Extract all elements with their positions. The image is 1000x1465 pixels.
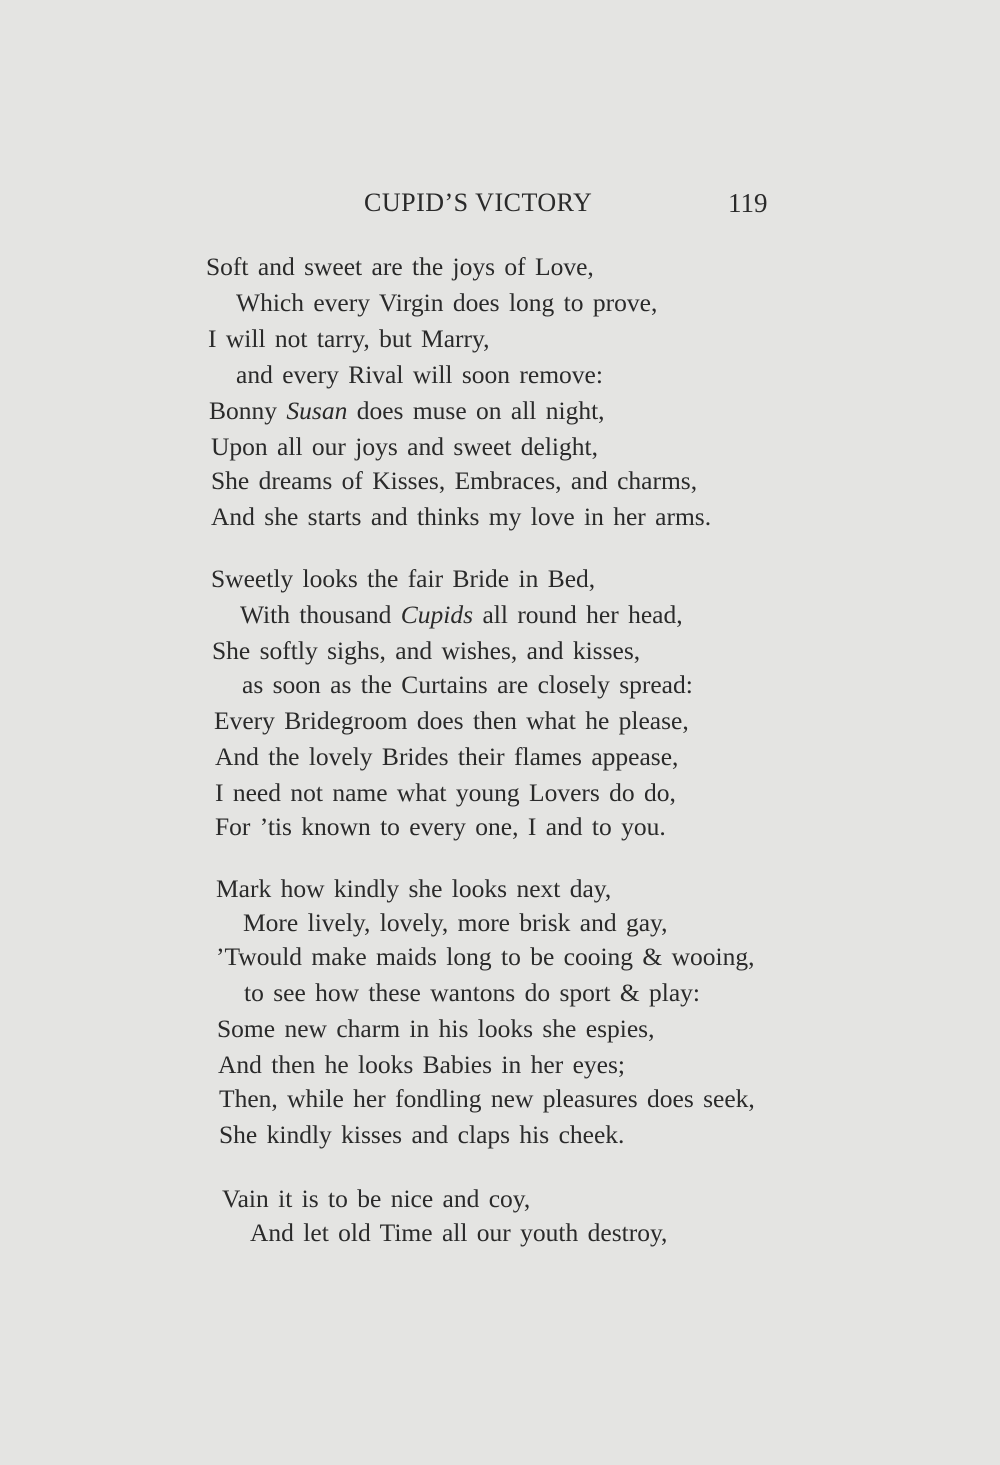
poem-line: And let old Time all our youth destroy, bbox=[250, 1218, 668, 1247]
poem-line: Which every Virgin does long to prove, bbox=[236, 288, 658, 317]
poem-line: And she starts and thinks my love in her arms. bbox=[211, 502, 712, 531]
poem-line: as soon as the Curtains are closely spread: bbox=[242, 670, 693, 699]
page-number: 119 bbox=[728, 188, 768, 218]
italic-name: Cupids bbox=[400, 600, 474, 629]
poem-line: Bonny Susan does muse on all night, bbox=[209, 396, 605, 425]
poem-line: More lively, lovely, more brisk and gay, bbox=[243, 908, 668, 937]
poem-line: I will not tarry, but Marry, bbox=[208, 324, 490, 353]
poem-line: And then he looks Babies in her eyes; bbox=[218, 1050, 625, 1079]
poem-line: Every Bridegroom does then what he please, bbox=[214, 706, 689, 735]
page-title: CUPID’S VICTORY bbox=[364, 188, 593, 217]
italic-name: Susan bbox=[286, 396, 348, 425]
poem-line: to see how these wantons do sport & play: bbox=[244, 978, 701, 1007]
poem-line: ’Twould make maids long to be cooing & wooing, bbox=[216, 942, 755, 971]
poem-line: I need not name what young Lovers do do, bbox=[215, 778, 676, 807]
poem-line: And the lovely Brides their flames appease, bbox=[215, 742, 679, 771]
poem-line: With thousand Cupids all round her head, bbox=[240, 600, 683, 629]
poem-line: Sweetly looks the fair Bride in Bed, bbox=[211, 564, 596, 593]
running-head bbox=[0, 188, 1000, 228]
poem-line: Vain it is to be nice and coy, bbox=[222, 1184, 531, 1213]
poem-line: Then, while her fondling new pleasures does seek, bbox=[219, 1084, 755, 1113]
poem-line: Mark how kindly she looks next day, bbox=[216, 874, 612, 903]
poem-line: For ’tis known to every one, I and to you. bbox=[215, 812, 666, 841]
poem-line: Some new charm in his looks she espies, bbox=[217, 1014, 655, 1043]
poem-line: and every Rival will soon remove: bbox=[236, 360, 603, 389]
poem-line: She dreams of Kisses, Embraces, and charms, bbox=[211, 466, 698, 495]
poem-line: Soft and sweet are the joys of Love, bbox=[206, 252, 594, 281]
poem-line: She softly sighs, and wishes, and kisses, bbox=[212, 636, 641, 665]
poem-line: Upon all our joys and sweet delight, bbox=[211, 432, 598, 461]
poem-line: She kindly kisses and claps his cheek. bbox=[219, 1120, 625, 1149]
